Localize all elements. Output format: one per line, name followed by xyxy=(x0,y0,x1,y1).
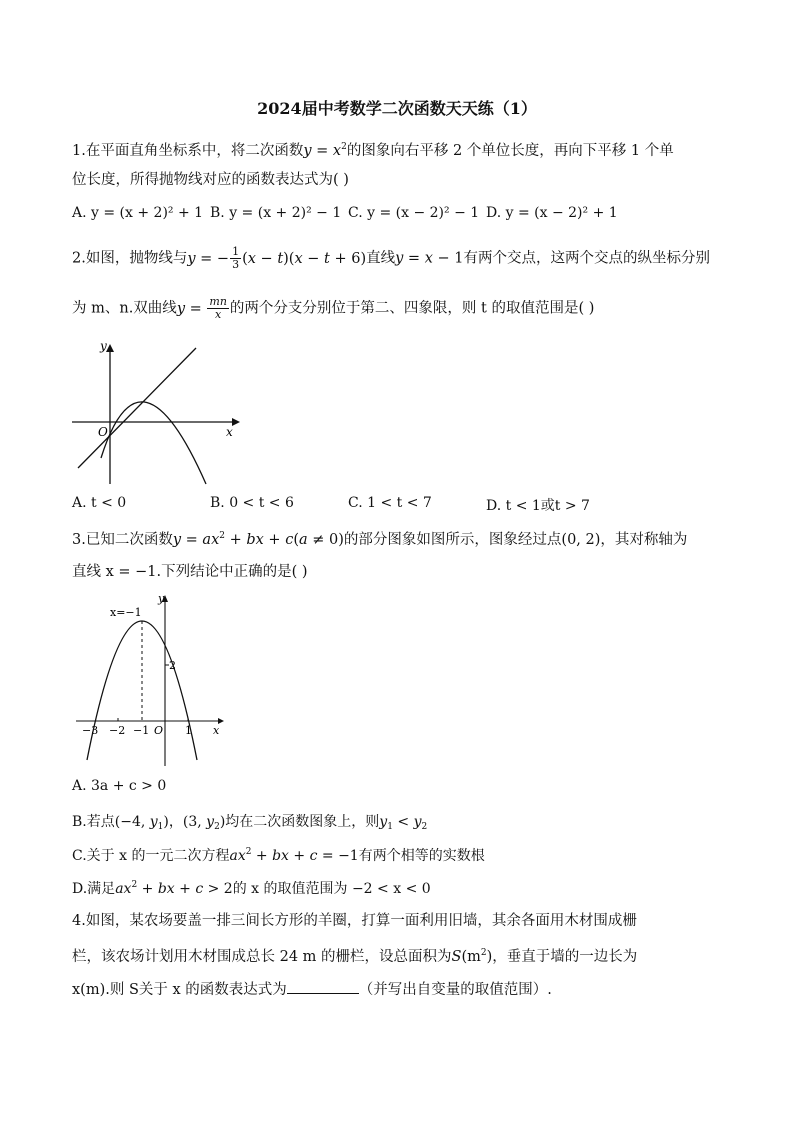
q3-x-label: x xyxy=(213,724,220,737)
q2-hyperbola-formula: y = $\frac{mn}{x}$ xyxy=(176,295,227,321)
q4-stem-line3 xyxy=(72,979,552,1000)
q1-formula: $y = x^2$ xyxy=(303,142,347,159)
q3-axis-label: x=−1 xyxy=(110,606,142,619)
q4-text-a: 栏，该农场计划用木材围成总长 24 m 的栅栏，设总面积为 xyxy=(72,949,452,965)
q3-x-tick-label-3: −1 xyxy=(133,724,150,737)
q2-option-a[interactable]: A. t < 0 xyxy=(72,495,127,511)
q2-origin-label: O xyxy=(98,425,108,439)
q4-text-d: （并写出自变量的取值范围）. xyxy=(358,982,552,998)
q4-area-symbol: $S(m^2)$ xyxy=(451,948,493,965)
q2-x-arrow-icon xyxy=(232,418,240,426)
q1-stem-line1 xyxy=(72,137,674,161)
q3-option-c[interactable] xyxy=(72,845,485,865)
q1-stem-line2: 位长度，所得抛物线对应的函数表达式为( ) xyxy=(72,172,349,188)
q3-stem-line2: 直线 x = −1.下列结论中正确的是( ) xyxy=(72,564,308,580)
q4-stem-line2 xyxy=(72,943,637,967)
q3-option-b-point2: (3, $y_2$) xyxy=(182,814,226,832)
q2-text-b: 直线 xyxy=(366,250,396,267)
q3-option-b-text-b: ， xyxy=(168,814,183,830)
q2-line xyxy=(78,348,196,468)
q3-option-d[interactable] xyxy=(72,878,431,898)
q2-stem-line1 xyxy=(72,246,710,271)
q2-line-formula: y = x − 1 xyxy=(395,250,464,267)
q3-text-b: 的部分图象如图所示，图象经过点 xyxy=(343,532,562,548)
q3-stem-line1 xyxy=(72,526,687,550)
q2-y-label: y xyxy=(100,339,107,353)
q2-text-c: 有两个交点，这两个交点的纵坐标分别 xyxy=(463,250,710,267)
q2-text-a: 2.如图，抛物线与 xyxy=(72,250,188,267)
q3-option-d-text-b: 的 x 的取值范围为 −2 < x < 0 xyxy=(232,881,431,897)
q1-text-a: 1.在平面直角坐标系中，将二次函数 xyxy=(72,143,304,159)
q1-option-b[interactable]: B. y = (x + 2)² − 1 xyxy=(210,205,342,221)
q2-x-label: x xyxy=(226,425,233,439)
q3-text-c: ，其对称轴为 xyxy=(600,532,688,548)
q3-graph xyxy=(72,590,232,770)
q2-option-d[interactable]: D. t < 1或t > 7 xyxy=(486,498,590,514)
q3-option-d-text-a: D.满足 xyxy=(72,881,116,897)
q4-answer-blank[interactable] xyxy=(287,979,359,994)
q1-text-b: 的图象向右平移 2 个单位长度，再向下平移 1 个单 xyxy=(346,143,674,159)
q4-stem-line1: 4.如图，某农场要盖一排三间长方形的羊圈，打算一面利用旧墙，其余各面用木材围成栅 xyxy=(72,913,637,929)
q3-function-formula: $y = ax^2$ + bx + c(a ≠ 0) xyxy=(172,531,344,548)
q3-y-tick-label: 2 xyxy=(169,659,176,672)
q3-option-d-ineq: $ax^2$ + bx + c > 2 xyxy=(115,880,233,897)
q3-origin-label: O xyxy=(154,724,164,737)
q2-y-arrow-icon xyxy=(106,344,114,352)
q3-option-b-point1: (−4, $y_1$) xyxy=(114,814,169,832)
q2-stem-line2 xyxy=(72,296,594,321)
q3-option-b-text-a: B.若点 xyxy=(72,814,115,830)
q2-parabola xyxy=(101,402,206,484)
q3-x-tick-label-1: −3 xyxy=(82,724,99,737)
q1-option-a[interactable]: A. y = (x + 2)² + 1 xyxy=(72,205,204,221)
q3-x-tick-label-2: −2 xyxy=(109,724,126,737)
q4-text-c: x(m).则 S关于 x 的函数表达式为 xyxy=(72,982,287,998)
q3-option-a[interactable]: A. 3a + c > 0 xyxy=(72,778,167,794)
q1-option-d[interactable]: D. y = (x − 2)² + 1 xyxy=(486,205,618,221)
q3-y-label: y xyxy=(158,592,165,605)
q3-x-tick-label-4: 1 xyxy=(185,724,192,737)
q3-text-a: 3.已知二次函数 xyxy=(72,532,173,548)
q3-option-b-text-c: 均在二次函数图象上，则 xyxy=(225,814,380,830)
q3-option-c-text-a: C.关于 x 的一元二次方程 xyxy=(72,848,230,864)
q2-text-e: 的两个分支分别位于第二、四象限，则 t 的取值范围是( ) xyxy=(229,300,595,317)
q3-option-c-text-b: 有两个相等的实数根 xyxy=(358,848,485,864)
q3-point: (0, 2) xyxy=(561,532,601,548)
q3-option-c-equation: $ax^2$ + bx + c = −1 xyxy=(229,847,359,864)
q2-graph xyxy=(66,338,246,488)
q3-option-b-ineq: $y_1 < y_2$ xyxy=(379,814,428,832)
q2-text-d: 为 m、n.双曲线 xyxy=(72,300,177,317)
q4-text-b: ，垂直于墙的一边长为 xyxy=(492,949,638,965)
q1-option-c[interactable]: C. y = (x − 2)² − 1 xyxy=(348,205,480,221)
page-title: 2024届中考数学二次函数天天练（1） xyxy=(257,99,537,118)
q3-option-b[interactable] xyxy=(72,811,427,832)
q2-option-c[interactable]: C. 1 < t < 7 xyxy=(348,495,432,511)
q2-parabola-formula: y = − $\frac{1}{3}$ (x − t)(x − t + 6) xyxy=(187,245,367,271)
q2-option-b[interactable]: B. 0 < t < 6 xyxy=(210,495,294,511)
